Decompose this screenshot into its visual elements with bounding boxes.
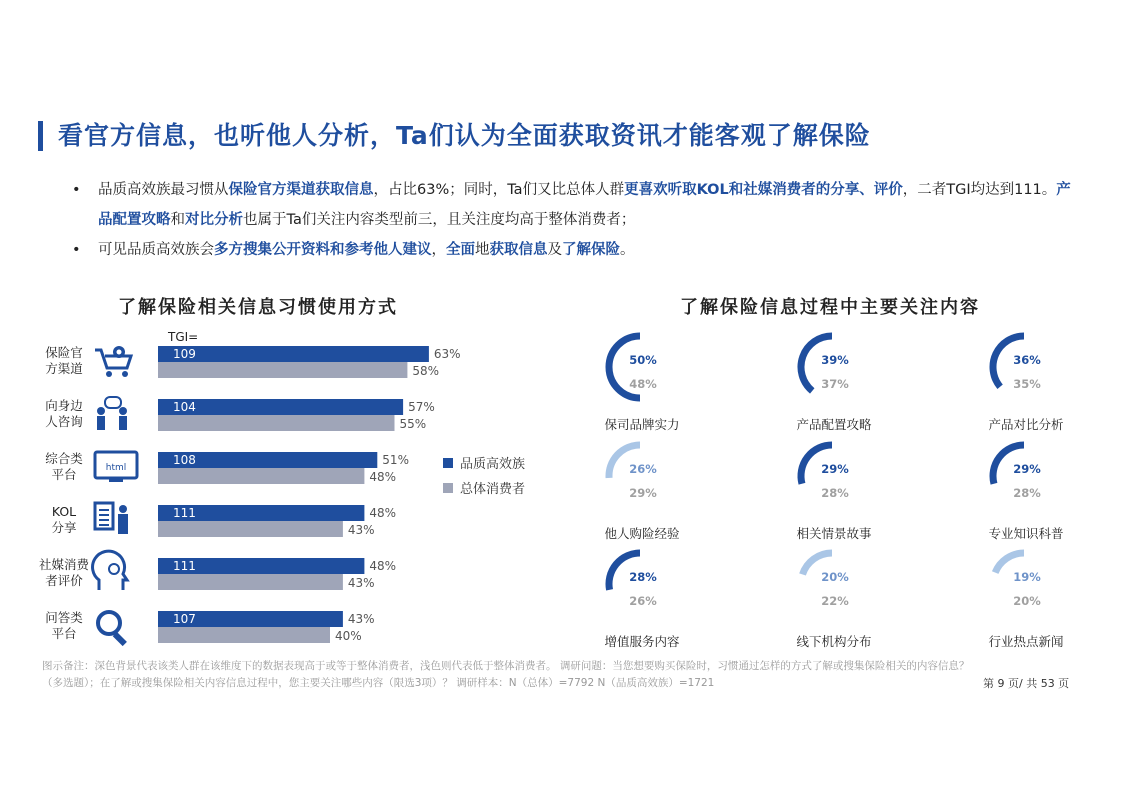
ring-arc [609,553,640,590]
ring-label: 线下机构分布 [796,634,872,649]
title-accent-bar [38,121,43,151]
icon-part [98,612,120,634]
ring-arc [993,445,1024,484]
category-label: 平台 [51,626,77,641]
icon-part [109,478,123,482]
bar-row [51,503,396,537]
ring-value-total: 20% [1013,594,1041,608]
ring-item [604,553,680,649]
ring-arc [609,336,640,398]
left-chart-title: 了解保险相关信息习惯使用方式 [118,297,398,318]
highlight-text: 多方搜集公开资料和参考他人建议 [214,242,432,258]
tgi-value: 111 [173,559,196,573]
category-label: 综合类 [45,451,83,466]
body-text: ， [431,242,446,258]
ring-label: 产品配置攻略 [796,417,872,432]
value-label-total: 58% [412,364,440,378]
bullet-item [72,175,1082,235]
ring-item [796,553,871,649]
icon-part [97,407,105,415]
ring-value-high: 20% [821,570,849,584]
icon-part [119,407,127,415]
ring-value-high: 39% [821,353,849,367]
ring-label: 相关情景故事 [796,526,872,541]
bar-total [158,521,343,537]
icon-part [117,350,122,355]
value-label-high: 43% [347,612,375,626]
ring-value-total: 35% [1013,377,1041,391]
body-text: 及 [547,242,562,258]
ring-value-high: 36% [1013,353,1041,367]
ring-label: 保司品牌实力 [604,417,680,432]
highlight-text: 更喜欢听取KOL和社媒消费者的分享、评价 [624,182,903,198]
ring-label: 行业热点新闻 [988,634,1064,649]
bar-total [158,468,364,484]
ring-label: 专业知识科普 [988,526,1064,541]
legend-label-high: 品质高效族 [460,457,526,472]
bar-row [45,451,409,484]
category-label: 分享 [51,520,77,535]
icon-part [118,514,128,534]
ring-arc [609,445,640,478]
bullet-text-1 [98,182,1071,228]
icon-part [99,509,109,511]
bar-total [158,574,343,590]
tgi-value: 109 [173,347,196,361]
category-label: 社媒消费 [38,557,90,572]
ring-value-high: 29% [821,462,849,476]
ring-label: 产品对比分析 [988,417,1064,432]
value-label-high: 48% [369,506,397,520]
ring-value-total: 28% [821,486,849,500]
bullet-list [72,175,1082,265]
ring-value-high: 50% [629,353,657,367]
value-label-high: 48% [369,559,397,573]
icon-part [122,371,128,377]
right-chart-title: 了解保险信息过程中主要关注内容 [680,297,980,318]
category-label: KOL [51,504,77,519]
category-label: 者评价 [45,573,83,588]
icon-part [97,416,105,430]
icon-part [106,371,112,377]
bar-row [45,397,435,431]
bar-total [158,362,407,378]
category-label: 问答类 [45,610,83,625]
magnifier-icon [98,612,127,646]
tgi-label: TGI= [168,330,199,344]
body-text: 也属于Ta们关注内容类型前三，且关注度均高于整体消费者； [243,212,636,228]
value-label-total: 43% [347,576,375,590]
value-label-high: 51% [382,453,409,467]
body-text: 品质高效族最习惯从 [98,182,229,198]
highlight-text: 保险官方渠道获取信息 [228,182,374,198]
legend-swatch-total [443,483,453,493]
ring-arc [803,553,832,574]
bar-total [158,627,330,643]
ring-arc [801,445,832,484]
icon-part [113,632,127,646]
category-label: 人咨询 [45,414,83,429]
value-label-total: 48% [369,470,397,484]
icon-part [99,524,109,526]
ring-value-total: 26% [629,594,657,608]
tgi-value: 104 [173,400,196,414]
ring-item [604,445,679,541]
value-label-high: 57% [408,400,435,414]
ring-value-total: 22% [821,594,849,608]
body-text: 。 [620,242,635,258]
icon-part: html [105,463,127,473]
ring-value-total: 48% [629,377,657,391]
tgi-value: 108 [173,453,196,467]
icon-part [109,564,119,574]
legend [443,456,525,497]
icon-part [95,350,131,368]
ring-label: 他人购险经验 [604,526,680,541]
html-monitor-icon [95,452,137,482]
ring-item [988,445,1063,541]
shopping-cart-gear-icon [95,346,131,377]
bullet-dot: • [72,242,81,258]
page-title: 看官方信息，也听他人分析，Ta们认为全面获取资讯才能客观了解保险 [58,121,871,150]
category-label: 向身边 [45,398,83,413]
icon-part [99,519,109,521]
bullet-dot: • [72,182,81,198]
presenter-document-icon [95,503,128,534]
ring-arc [993,336,1024,387]
bar-total [158,415,395,431]
tgi-value: 111 [173,506,196,520]
category-label: 保险官 [45,345,83,360]
value-label-high: 63% [433,347,461,361]
body-text: ，占比63%；同时，Ta们又比总体人群 [373,182,625,198]
bar-row [39,551,396,590]
body-text: 和 [170,212,185,228]
ring-item [988,336,1064,432]
body-text: 可见品质高效族会 [98,242,214,258]
highlight-text: 全面 [446,242,475,258]
ring-value-high: 28% [629,570,657,584]
bar-high-efficiency [158,346,429,362]
bullet-item [72,235,1082,265]
category-label: 方渠道 [45,361,83,376]
ring-value-total: 28% [1013,486,1041,500]
legend-swatch-high [443,458,453,468]
icon-part [119,416,127,430]
head-lightbulb-icon [93,551,127,590]
ring-item [796,336,872,432]
icon-part [105,397,121,408]
people-chat-icon [97,397,127,430]
value-label-total: 55% [399,417,427,431]
tgi-value: 107 [173,612,196,626]
bullet-text-2 [98,242,635,258]
bar-chart [0,320,560,660]
icon-part [99,514,109,516]
ring-value-high: 29% [1013,462,1041,476]
bar-row [45,610,374,646]
ring-arc [801,336,832,391]
body-text: 地 [475,242,490,258]
ring-item [988,553,1063,649]
footnote: 图示备注：深色背景代表该类人群在该维度下的数据表现高于或等于整体消费者，浅色则代表低于整体消费者。 调研问题：当您想要购买保险时，习惯通过怎样的方式了解或搜集保险相关的内容信息？（多选题）；在了解或搜集保险相关内容信息过程中，您主要关注哪些内容（限选3项）？ 调研样本：N（总体）=7792 N（品质高效族）=1721 [42,660,970,689]
category-label: 平台 [51,467,77,482]
ring-value-total: 37% [821,377,849,391]
legend-label-total: 总体消费者 [460,482,526,497]
ring-value-high: 26% [629,462,657,476]
highlight-text: 产品配置攻略 [98,182,1071,228]
ring-value-high: 19% [1013,570,1041,584]
body-text: ，二者TGI均达到111。 [902,182,1057,198]
ring-label: 增值服务内容 [604,634,680,649]
value-label-total: 43% [347,523,375,537]
icon-part [119,505,127,513]
value-label-total: 40% [335,629,362,643]
highlight-text: 获取信息 [489,242,548,258]
bar-row [45,345,460,378]
highlight-text: 了解保险 [562,242,620,258]
highlight-text: 对比分析 [185,212,243,228]
page-number: 第 9 页/ 共 53 页 [983,677,1070,690]
ring-item [796,445,872,541]
ring-item [604,336,679,432]
ring-arc [995,553,1024,573]
ring-value-total: 29% [629,486,657,500]
